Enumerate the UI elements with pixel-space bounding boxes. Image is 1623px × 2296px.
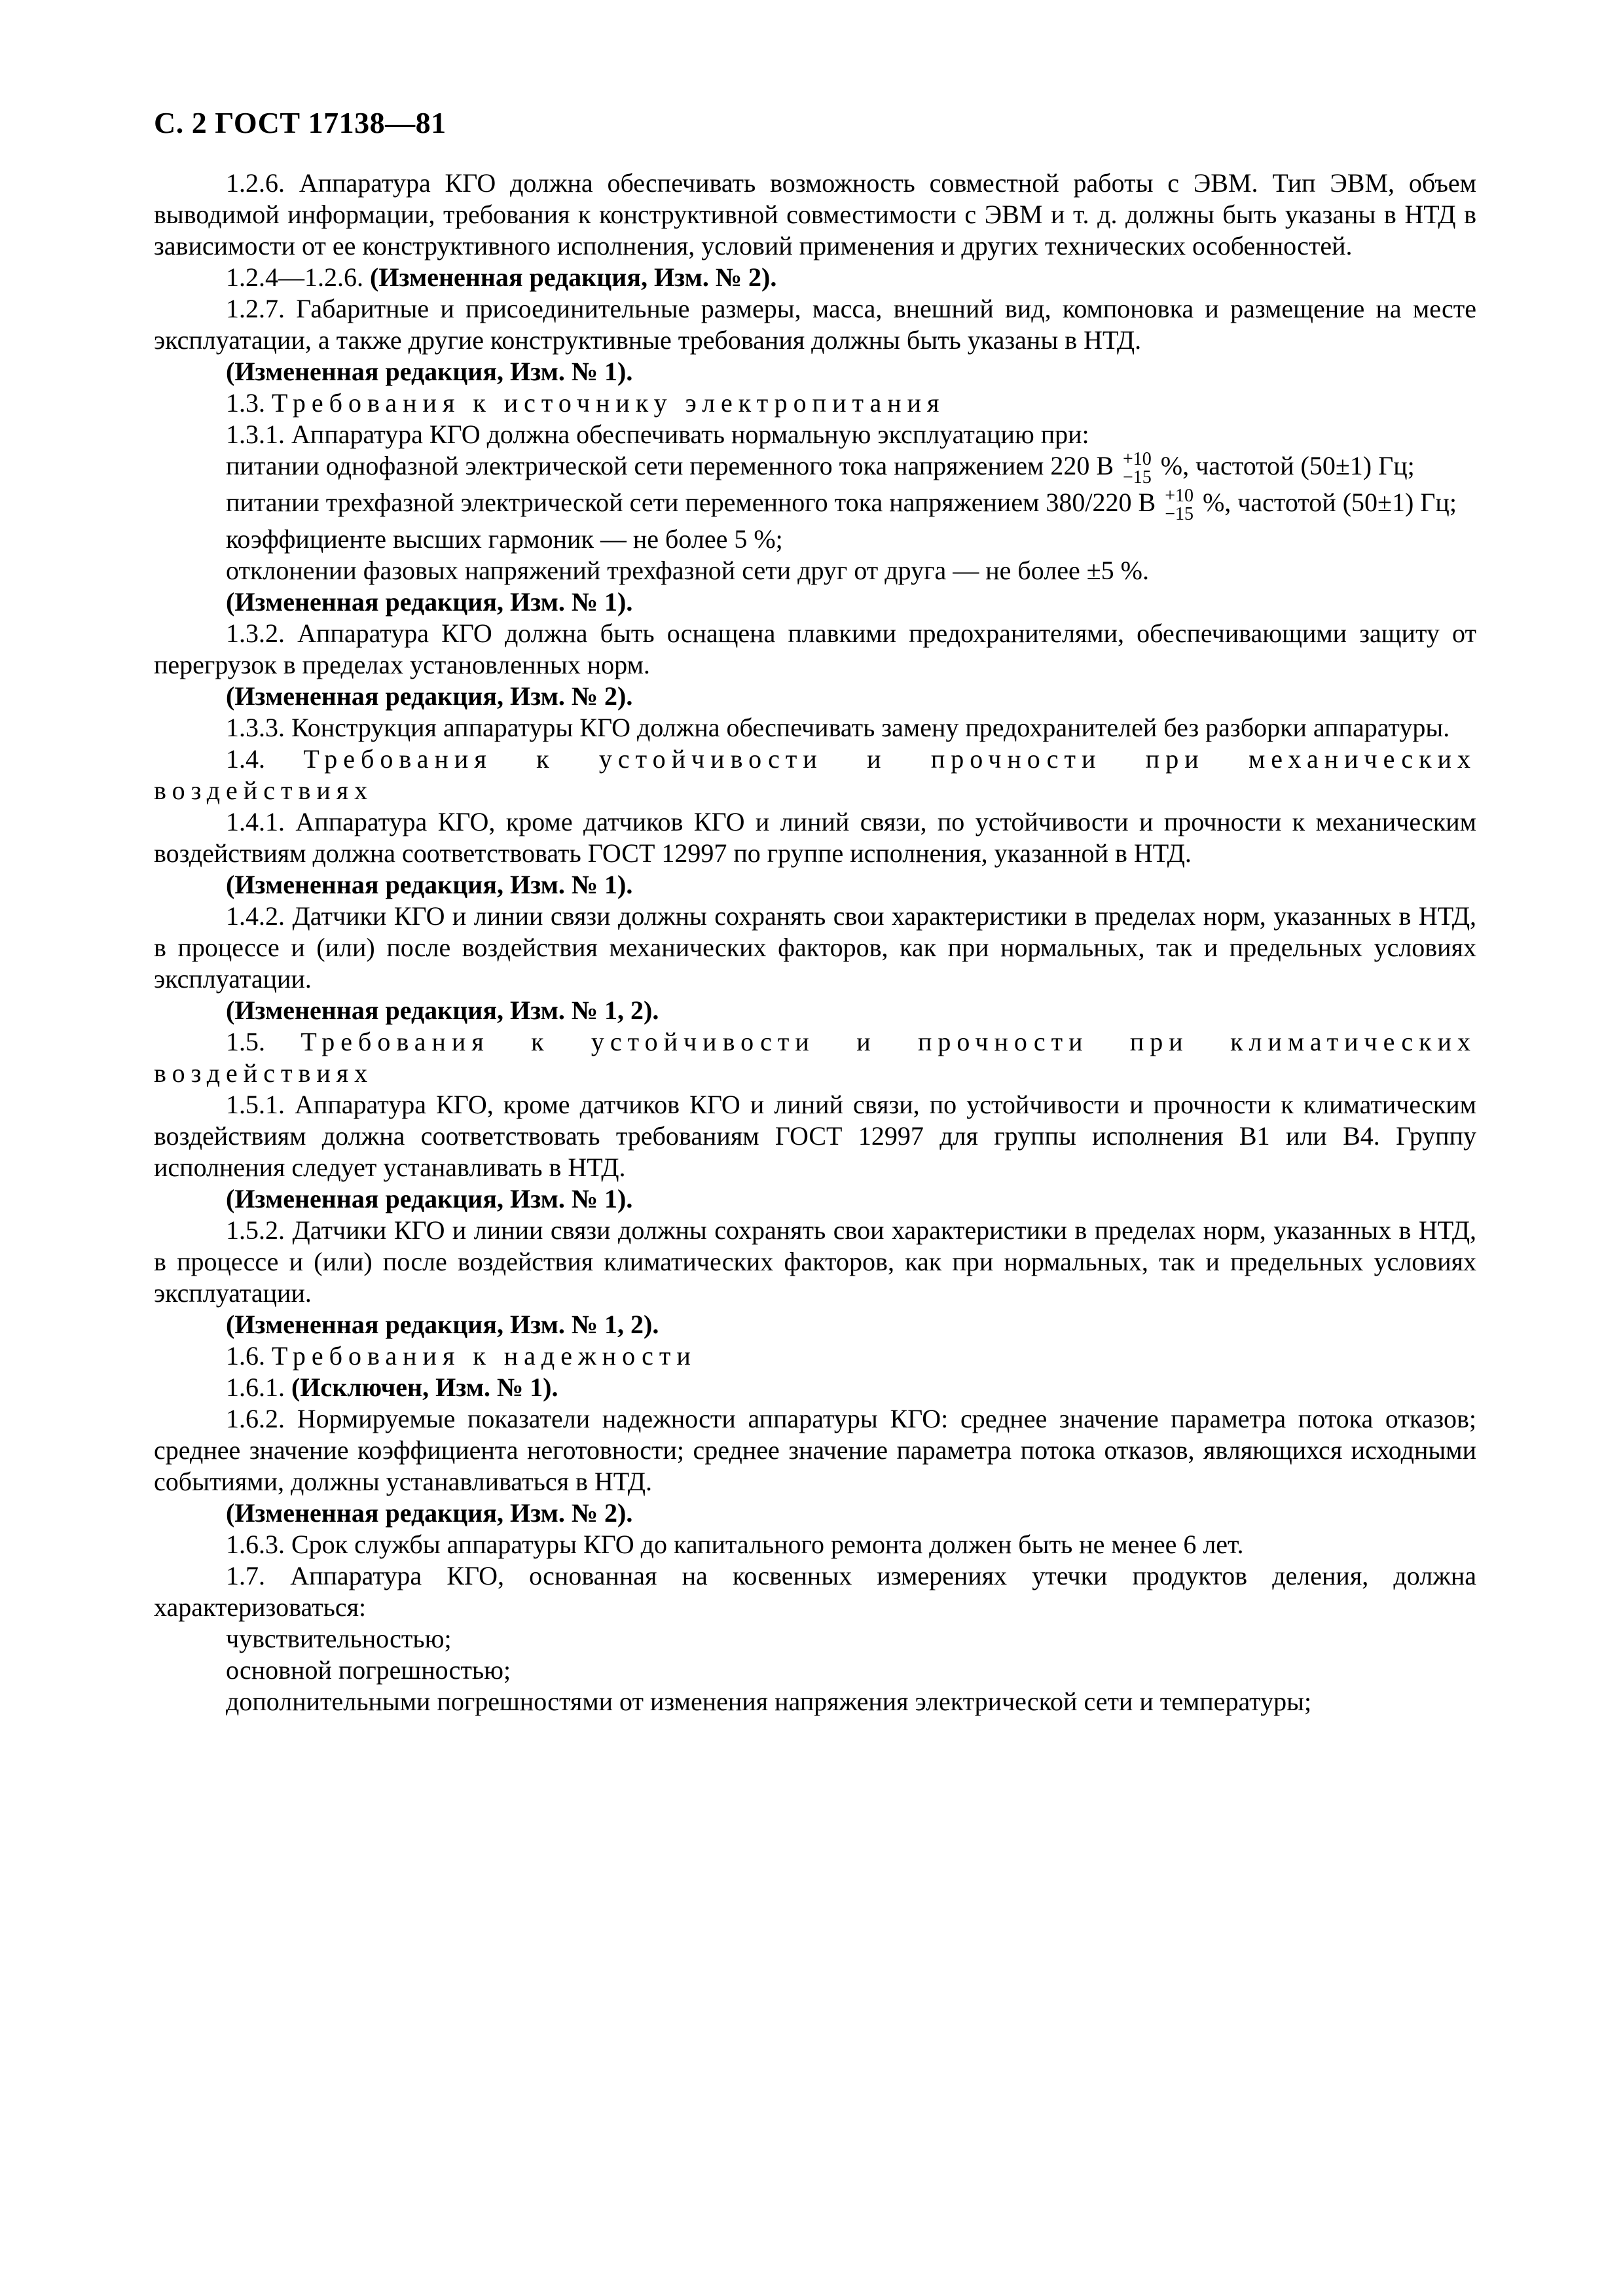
edition-note: (Измененная редакция, Изм. № 1, 2). [226, 1310, 659, 1339]
paragraph-1-7: 1.7. Аппаратура КГО, основанная на косвенных измерениях утечки продуктов деления, должна характеризоваться: [154, 1561, 1476, 1622]
page-header: С. 2 ГОСТ 17138—81 [154, 106, 447, 139]
paragraph-1-5-2: 1.5.2. Датчики КГО и линии связи должны сохранять свои характеристики в пределах норм, указанных в НТД, в процессе и (или) после воздействия климатических факторов, как при нормальных, так и предельных условиях эксплуатации. [154, 1215, 1476, 1308]
document-page [154, 105, 1476, 1717]
list-item-phase-deviation: отклонении фазовых напряжений трехфазной сети друг от друга — не более ±5 %. [226, 556, 1149, 585]
section-heading-1-3 [154, 387, 1476, 419]
list-item-basic-error: основной погрешностью; [226, 1655, 511, 1685]
edition-note: (Измененная редакция, Изм. № 1, 2). [226, 996, 659, 1025]
clause-number: 1.6.1. [226, 1372, 285, 1402]
paragraph-edition-1-2-4 [154, 262, 1476, 293]
edition-note: (Измененная редакция, Изм. № 2). [370, 262, 777, 292]
tolerance-fraction: +10 −15 [1123, 449, 1152, 488]
paragraph-1-3-3: 1.3.3. Конструкция аппаратуры КГО должна обеспечивать замену предохранителей без разборки аппаратуры. [226, 713, 1450, 742]
paragraph-1-3-2: 1.3.2. Аппаратура КГО должна быть оснащена плавкими предохранителями, обеспечивающими защиту от перегрузок в пределах установленных норм. [154, 619, 1476, 679]
paragraph-1-5-1: 1.5.1. Аппаратура КГО, кроме датчиков КГО и линий связи, по устойчивости и прочности к климатическим воздействиям должна соответствовать требованиям ГОСТ 12997 для группы исполнения В1 или В4. Группу исполнения следует устанавливать в НТД. [154, 1090, 1476, 1182]
edition-note: (Измененная редакция, Изм. № 1). [226, 357, 633, 386]
list-item-harmonics: коэффициенте высших гармоник — не более 5 %; [226, 524, 783, 554]
clause-number: 1.2.4—1.2.6. [226, 262, 363, 292]
edition-note: (Измененная редакция, Изм. № 1). [226, 1184, 633, 1213]
paragraph-1-4-2: 1.4.2. Датчики КГО и линии связи должны сохранять свои характеристики в пределах норм, указанных в НТД, в процессе и (или) после воздействия механических факторов, как при нормальных, так и предельных условиях эксплуатации. [154, 901, 1476, 994]
section-title: Требования к надежности [272, 1341, 697, 1371]
section-title: Требования к источнику электропитания [272, 388, 945, 418]
list-item-sensitivity: чувствительностью; [226, 1624, 452, 1653]
section-heading-1-6 [154, 1340, 1476, 1372]
edition-note: (Измененная редакция, Изм. № 2). [226, 681, 633, 711]
edition-note: (Измененная редакция, Изм. № 2). [226, 1498, 633, 1528]
edition-note: (Измененная редакция, Изм. № 1). [226, 870, 633, 899]
section-heading-1-5 [154, 1026, 1476, 1089]
list-item-additional-errors: дополнительными погрешностями от изменения напряжения электрической сети и температуры; [226, 1687, 1312, 1716]
paragraph-1-6-2: 1.6.2. Нормируемые показатели надежности аппаратуры КГО: среднее значение параметра потока отказов; среднее значение коэффициента неготовности; среднее значение параметра потока отказов, являющихся исходными событиями, должны устанавливаться в НТД. [154, 1404, 1476, 1496]
paragraph-1-4-1: 1.4.1. Аппаратура КГО, кроме датчиков КГО и линий связи, по устойчивости и прочности к механическим воздействиям должна соответствовать ГОСТ 12997 по группе исполнения, указанной в НТД. [154, 807, 1476, 868]
paragraph-1-3-1: 1.3.1. Аппаратура КГО должна обеспечивать нормальную эксплуатацию при: [226, 420, 1089, 449]
list-item-three-phase: питании трехфазной электрической сети переменного тока напряжением 380/220 В +10 −15 %, частотой (50±1) Гц; [226, 486, 1457, 524]
paragraph-1-6-1 [154, 1372, 1476, 1403]
section-number: 1.6. [226, 1341, 265, 1371]
list-item-single-phase: питании однофазной электрической сети переменного тока напряжением 220 В +10 −15 %, частотой (50±1) Гц; [226, 449, 1415, 488]
edition-note: (Измененная редакция, Изм. № 1). [226, 587, 633, 617]
paragraph-1-2-6: 1.2.6. Аппаратура КГО должна обеспечивать возможность совместной работы с ЭВМ. Тип ЭВМ, объем выводимой информации, требования к конструктивной совместимости с ЭВМ и т. д. должны быть указаны в НТД в зависимости от ее конструктивного исполнения, условий применения и других технических особенностей. [154, 168, 1476, 260]
section-number: 1.5. [226, 1027, 265, 1056]
document-body [154, 168, 1476, 1717]
excluded-note: (Исключен, Изм. № 1). [291, 1372, 558, 1402]
section-title: Требования к устойчивости и прочности при климатических воздействиях [154, 1027, 1476, 1088]
section-number: 1.3. [226, 388, 265, 418]
tolerance-fraction: +10 −15 [1165, 486, 1194, 524]
paragraph-1-2-7: 1.2.7. Габаритные и присоединительные размеры, масса, внешний вид, компоновка и размещение на месте эксплуатации, а также другие конструктивные требования должны быть указаны в НТД. [154, 294, 1476, 355]
paragraph-1-6-3: 1.6.3. Срок службы аппаратуры КГО до капитального ремонта должен быть не менее 6 лет. [226, 1530, 1244, 1559]
section-heading-1-4 [154, 744, 1476, 806]
section-title: Требования к устойчивости и прочности при механических воздействиях [154, 744, 1477, 805]
section-number: 1.4. [226, 744, 265, 774]
